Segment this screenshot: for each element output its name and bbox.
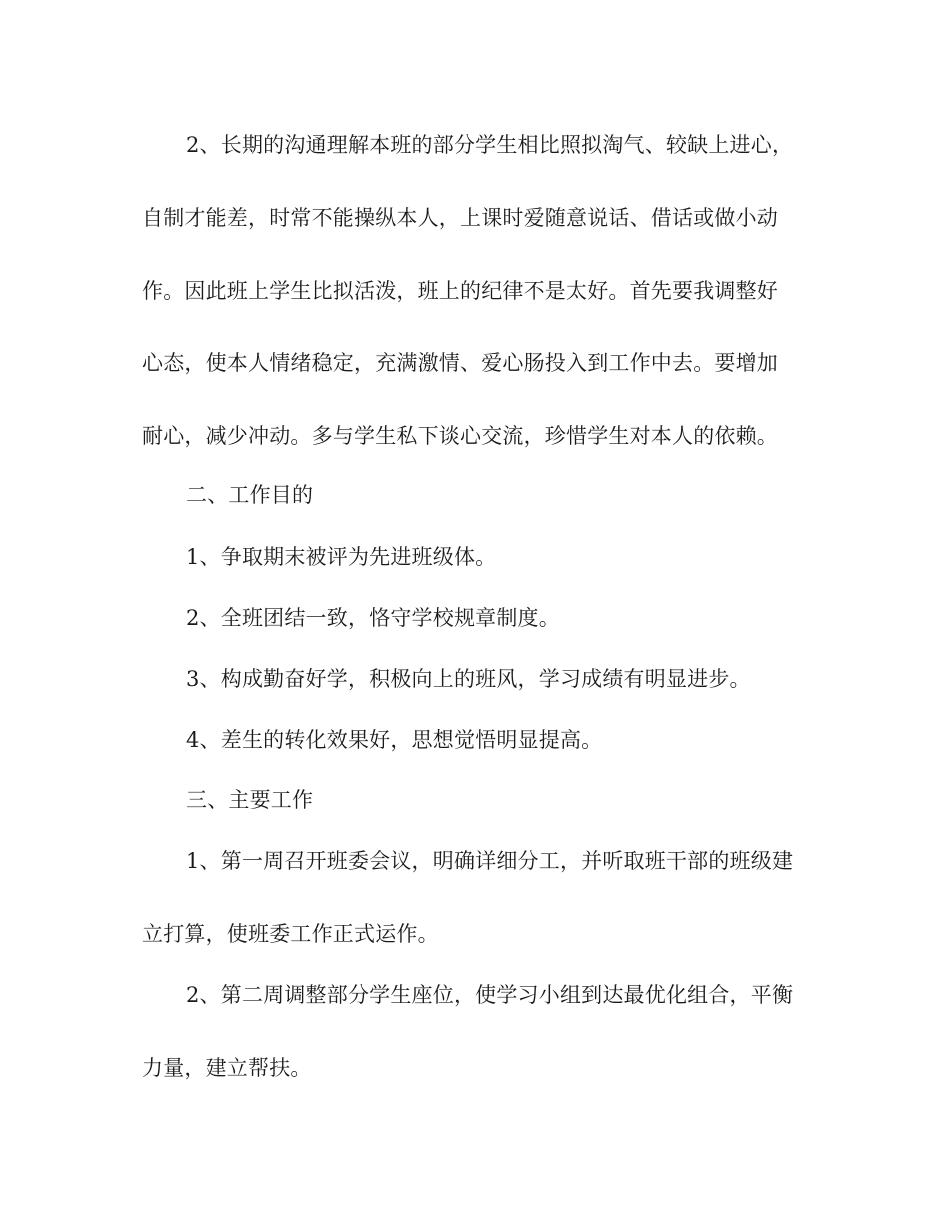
section-heading: 三、主要工作: [186, 788, 314, 812]
paragraph-line: 2、第二周调整部分学生座位，使学习小组到达最优化组合，平衡: [186, 983, 794, 1007]
list-item: 3、构成勤奋好学，积极向上的班风，学习成绩有明显进步。: [186, 667, 751, 691]
paragraph-line: 作。因此班上学生比拟活泼，班上的纪律不是太好。首先要我调整好: [142, 279, 778, 303]
list-item: 2、全班团结一致，恪守学校规章制度。: [186, 606, 560, 630]
paragraph-line: 2、长期的沟通理解本班的部分学生相比照拟淘气、较缺上进心，: [186, 133, 794, 157]
section-heading: 二、工作目的: [186, 483, 314, 507]
paragraph-line: 心态，使本人情绪稳定，充满激情、爱心肠投入到工作中去。要增加: [142, 351, 778, 375]
paragraph-line: 耐心，减少冲动。多与学生私下谈心交流，珍惜学生对本人的依赖。: [142, 424, 778, 448]
paragraph-line: 1、第一周召开班委会议，明确详细分工，并听取班干部的班级建: [186, 849, 794, 873]
paragraph-line: 立打算，使班委工作正式运作。: [142, 922, 439, 946]
paragraph-line: 力量，建立帮扶。: [142, 1056, 312, 1080]
list-item: 4、差生的转化效果好，思想觉悟明显提高。: [186, 728, 603, 752]
paragraph-line: 自制才能差，时常不能操纵本人，上课时爱随意说话、借话或做小动: [142, 206, 778, 230]
list-item: 1、争取期末被评为先进班级体。: [186, 545, 497, 569]
